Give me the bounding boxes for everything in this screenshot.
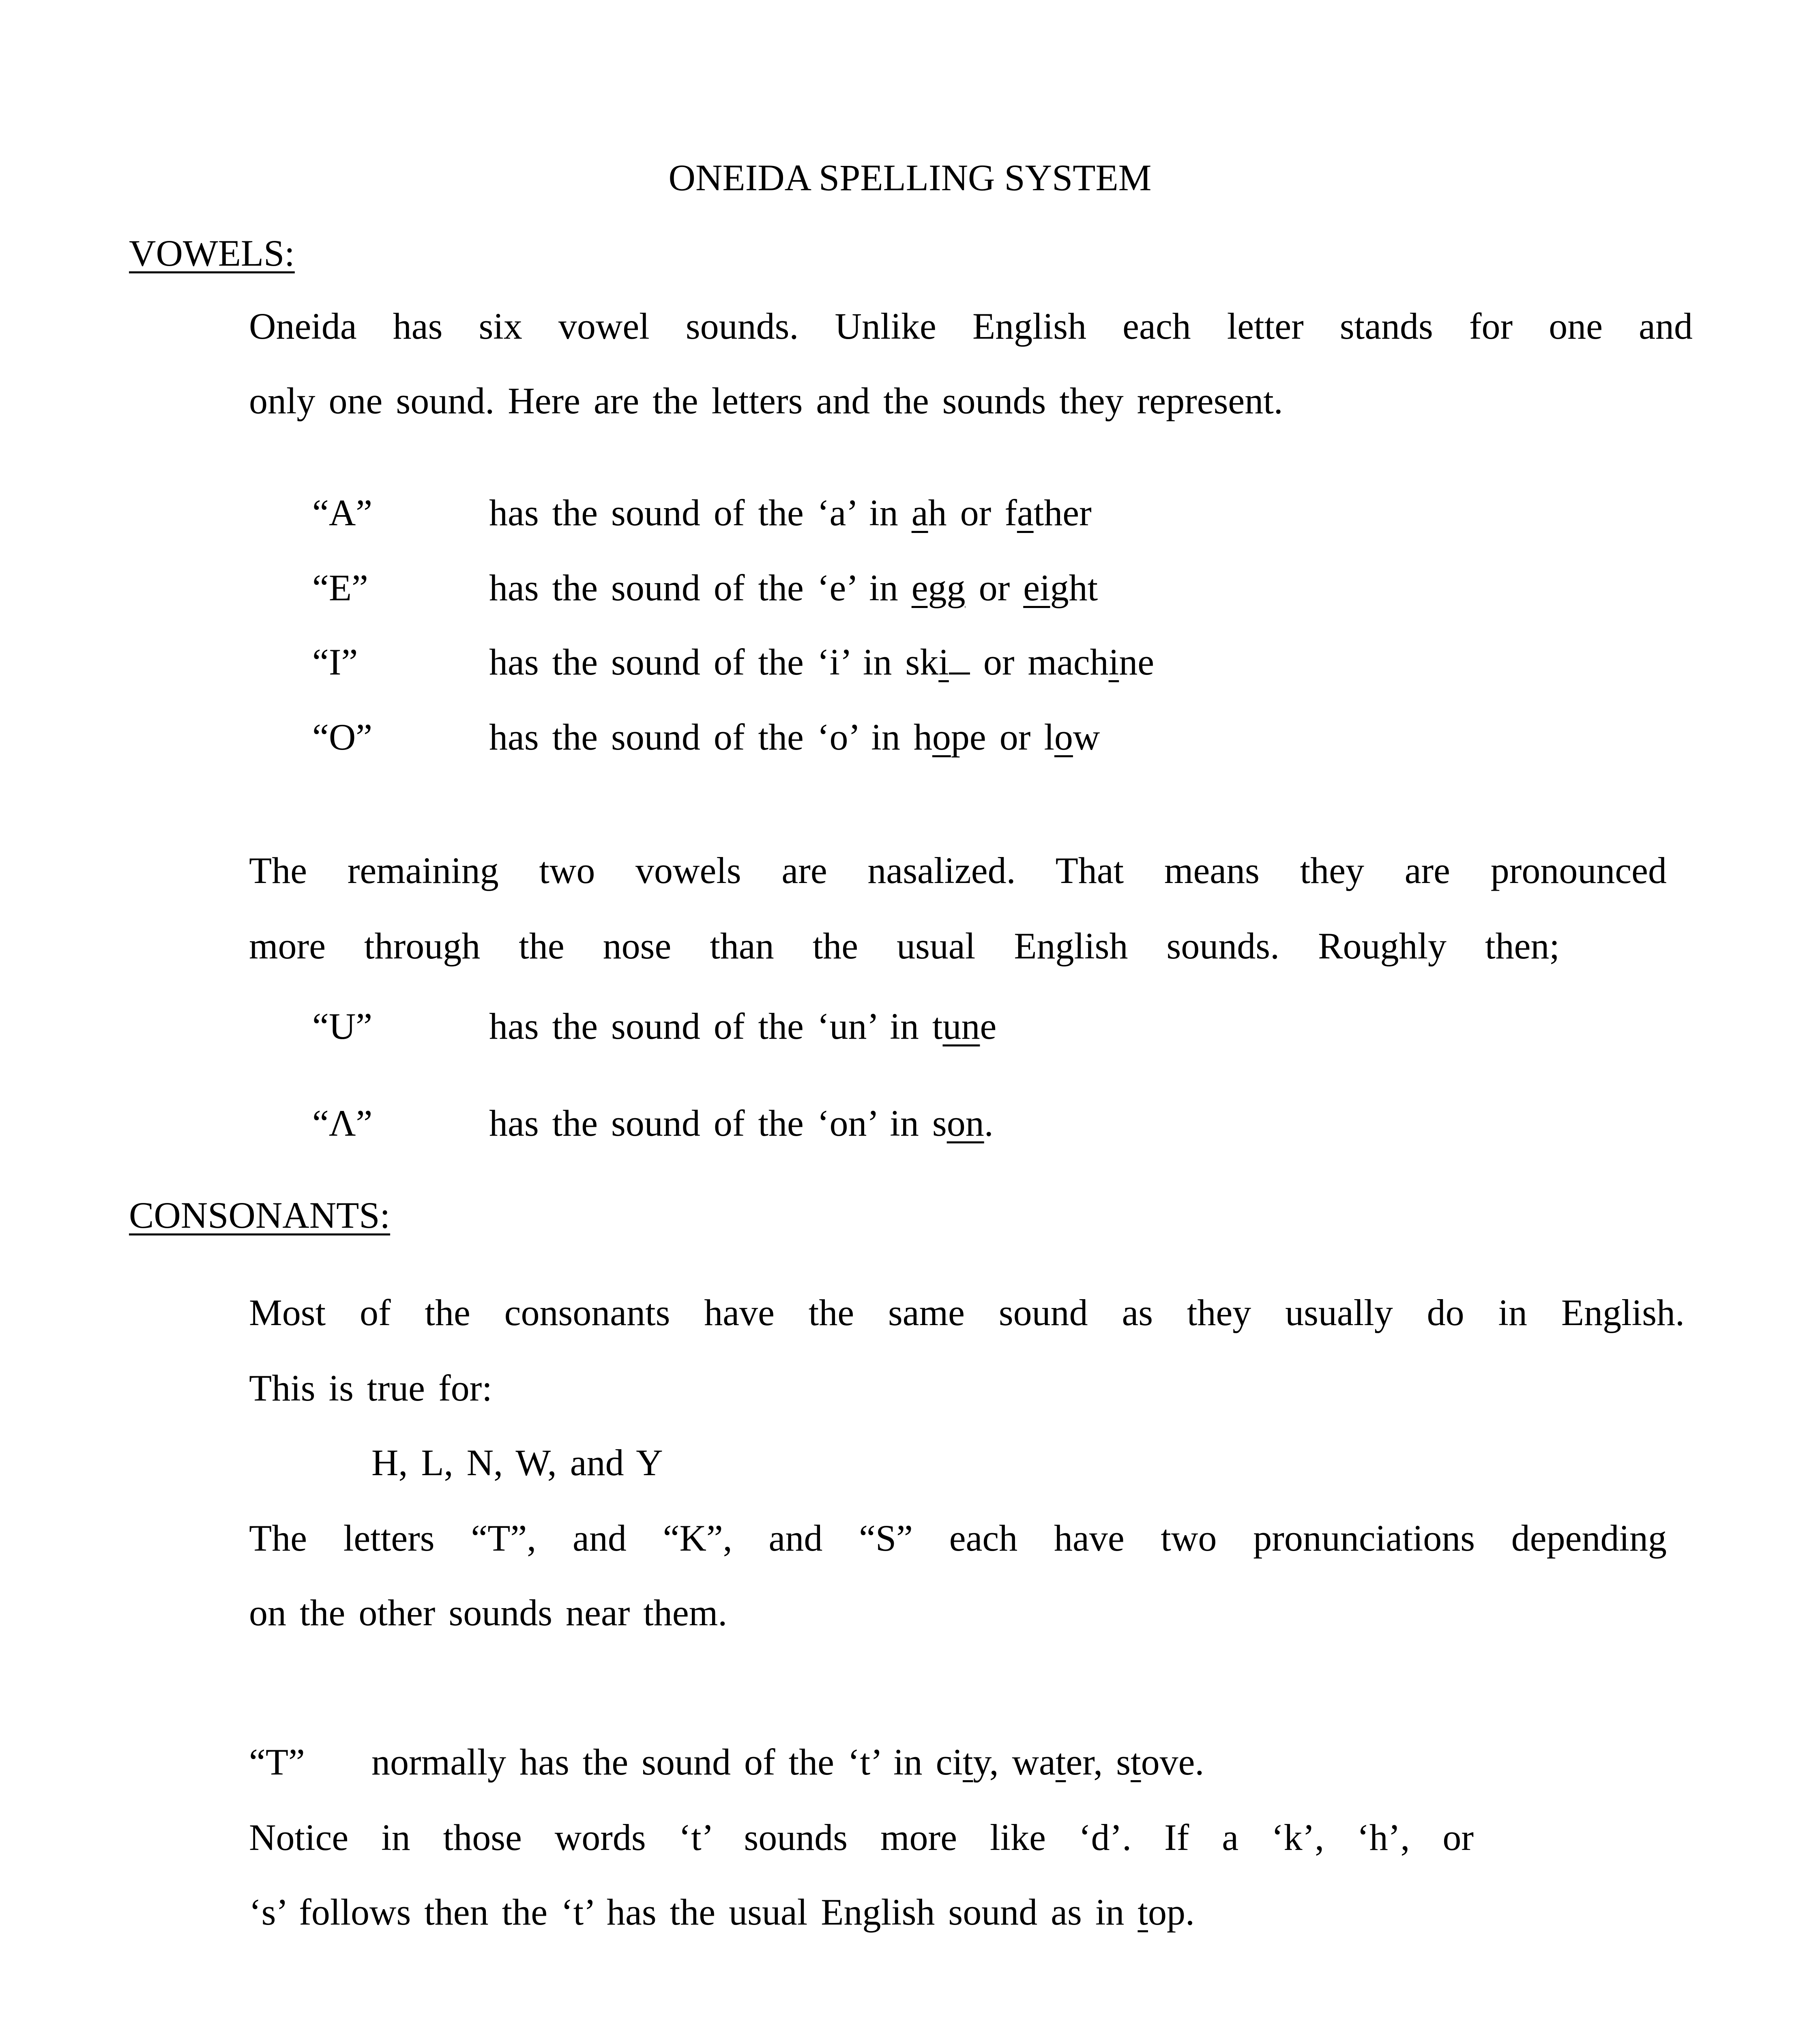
description-text: has the sound of the ‘i’ in xyxy=(489,641,906,683)
example-text: l xyxy=(1044,716,1054,758)
description-text: op. xyxy=(1148,1891,1195,1933)
description-text: has the sound of the ‘o’ in xyxy=(489,716,914,758)
nasal-intro-line-1: The remaining two vowels are nasalized. That means they are pronounced xyxy=(249,850,1667,891)
description-text: or xyxy=(986,716,1044,758)
description-text: has the sound of the ‘e’ in xyxy=(489,567,912,608)
vowel-letter: “O” xyxy=(312,716,373,758)
vowels-intro-line-1: Oneida has six vowel sounds. Unlike English each letter stands for one and xyxy=(249,305,1693,347)
description-text: or xyxy=(946,492,1005,533)
underlined-letters: a xyxy=(911,492,928,533)
underlined-letters: egg xyxy=(911,567,966,608)
description-text: er, s xyxy=(1066,1741,1131,1783)
description-text: has the sound of the ‘a’ in xyxy=(489,492,912,533)
underlined-letters: t xyxy=(1138,1891,1148,1933)
vowel-letter: “I” xyxy=(312,641,358,683)
t-line-1 xyxy=(371,1743,1204,1781)
description-text: ove. xyxy=(1141,1741,1204,1783)
nasal-vowel-letter: “U” xyxy=(312,1005,373,1047)
vowel-description xyxy=(489,569,1098,606)
underlined-letters: on xyxy=(946,1102,984,1144)
example-text: sk xyxy=(905,641,939,683)
vowel-letter: “E” xyxy=(312,567,368,608)
description-text: ‘s’ follows then the ‘t’ has the usual English sound as in xyxy=(249,1891,1138,1933)
vowel-row xyxy=(312,643,358,681)
consonants-line-4: on the other sounds near them. xyxy=(249,1592,728,1633)
t-line-3 xyxy=(249,1893,1195,1931)
example-text: w xyxy=(1073,716,1100,758)
punctuation: . xyxy=(984,1102,994,1144)
nasal-vowel-description xyxy=(489,1005,997,1047)
underlined-letters: a xyxy=(1017,492,1034,533)
t-letter: “T” xyxy=(249,1741,305,1783)
underlined-letters: i xyxy=(1108,641,1119,683)
description-text: or xyxy=(965,567,1024,608)
underlined-letters: t xyxy=(1055,1741,1066,1783)
vowels-heading: VOWELS: xyxy=(129,232,295,274)
example-text: ght xyxy=(1050,567,1098,608)
vowel-description xyxy=(489,643,1154,681)
vowel-row xyxy=(312,569,368,606)
nasal-vowel-description xyxy=(489,1104,994,1142)
underlined-letters: ei xyxy=(1023,567,1050,608)
underlined-letters: o xyxy=(1054,716,1073,758)
consonants-line-2: This is true for: xyxy=(249,1367,492,1409)
page-title: ONEIDA SPELLING SYSTEM xyxy=(668,157,1152,198)
example-text: s xyxy=(932,1102,947,1144)
consonants-list: H, L, N, W, and Y xyxy=(371,1442,663,1483)
example-text: ther xyxy=(1033,492,1092,533)
example-text: pe xyxy=(951,716,986,758)
example-text: e xyxy=(980,1005,997,1047)
nasal-vowel-letter: “Λ” xyxy=(312,1102,373,1144)
example-text: mach xyxy=(1028,641,1109,683)
example-text: h xyxy=(913,716,932,758)
underlined-letters: t xyxy=(1131,1741,1141,1783)
consonants-line-1: Most of the consonants have the same sound as they usually do in English. xyxy=(249,1292,1685,1333)
underlined-letters: t xyxy=(962,1741,973,1783)
vowels-intro-line-2: only one sound. Here are the letters and the sounds they represent. xyxy=(249,380,1283,421)
underlined-letters: un xyxy=(942,1005,980,1047)
vowel-row xyxy=(312,494,372,531)
example-text: ne xyxy=(1119,641,1155,683)
description-text: y, wa xyxy=(973,1741,1056,1783)
description-text: has the sound of the ‘on’ in xyxy=(489,1102,932,1144)
description-text: or xyxy=(970,641,1028,683)
nasal-intro-line-2: more through the nose than the usual English sounds. Roughly then; xyxy=(249,925,1560,967)
consonants-heading: CONSONANTS: xyxy=(129,1194,391,1236)
description-text: has the sound of the ‘un’ in xyxy=(489,1005,932,1047)
description-text: normally has the sound of the ‘t’ in ci xyxy=(371,1741,963,1783)
consonants-line-3: The letters “T”, and “K”, and “S” each have two pronunciations depending xyxy=(249,1517,1667,1559)
vowel-row xyxy=(312,718,372,756)
example-text: f xyxy=(1004,492,1017,533)
underlined-letters: o xyxy=(932,716,951,758)
vowel-description xyxy=(489,494,1092,531)
example-text: h xyxy=(928,492,947,533)
vowel-description xyxy=(489,718,1100,756)
vowel-letter: “A” xyxy=(312,492,373,533)
blank-underline xyxy=(949,669,970,675)
underlined-letters: i xyxy=(938,641,949,683)
example-text: t xyxy=(932,1005,943,1047)
t-line-2: Notice in those words ‘t’ sounds more like ‘d’. If a ‘k’, ‘h’, or xyxy=(249,1817,1474,1858)
